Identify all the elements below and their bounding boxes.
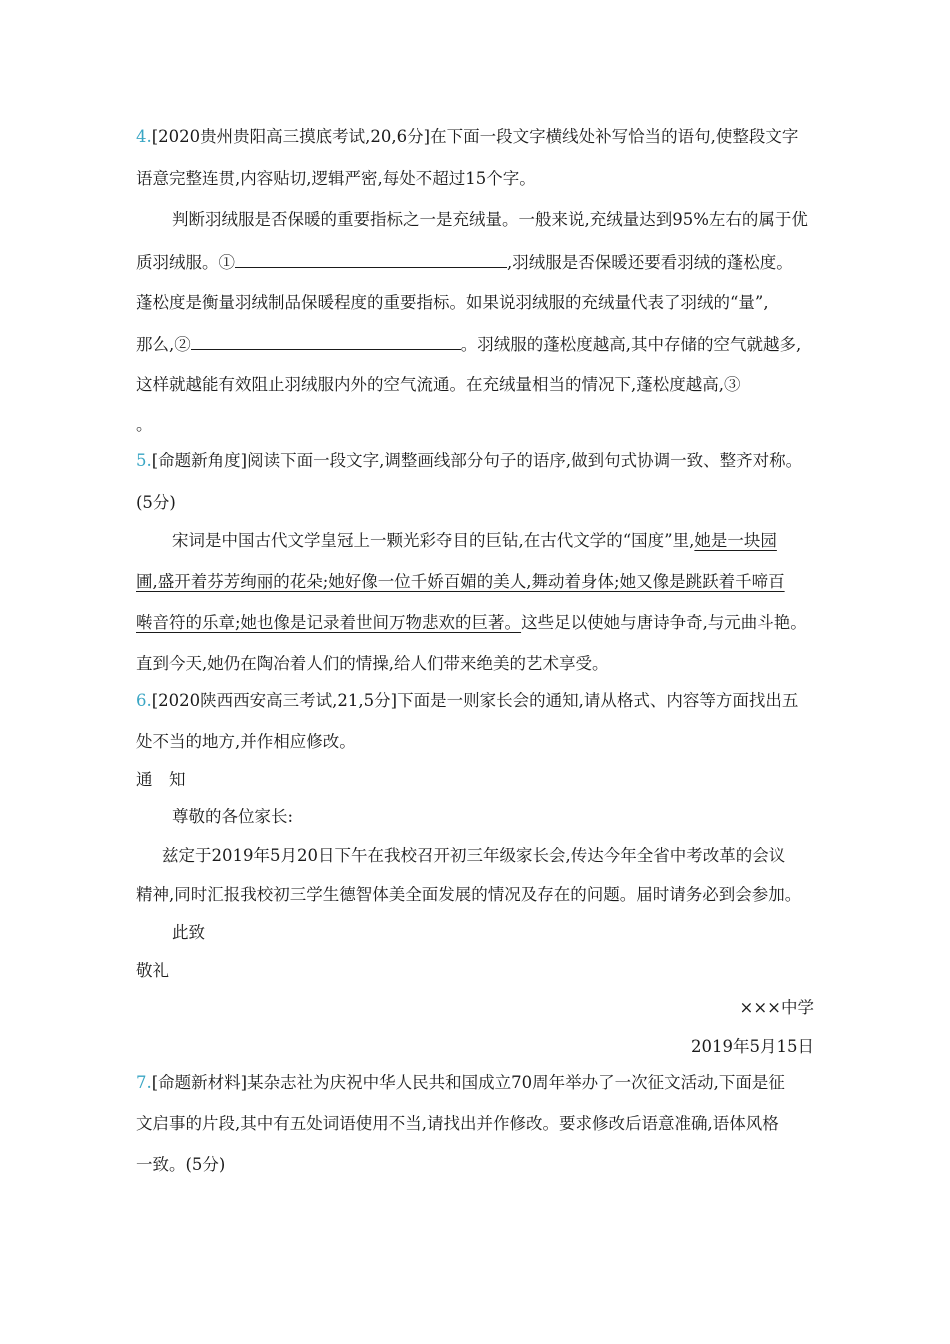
notice-closing-2: 敬礼 xyxy=(136,961,169,980)
q6-prompt-line-2: 处不当的地方,并作相应修改。 xyxy=(136,732,356,751)
q5-passage-line-2-underlined: 圃,盛开着芬芳绚丽的花朵;她好像一位千娇百媚的美人,舞动着身体;她又像是跳跃着千啼百 xyxy=(136,572,785,591)
q5-prompt-line-1: 5.[命题新角度]阅读下面一段文字,调整画线部分句子的语序,做到句式协调一致、整齐对称。 xyxy=(136,451,803,470)
q7-number: 7. xyxy=(136,1073,152,1092)
q4-passage-line-3: 蓬松度是衡量羽绒制品保暖程度的重要指标。如果说羽绒服的充绒量代表了羽绒的“量”, xyxy=(136,293,769,312)
q7-prompt-line-1: 7.[命题新材料]某杂志社为庆祝中华人民共和国成立70周年举办了一次征文活动,下面是征 xyxy=(136,1073,785,1092)
notice-greeting: 尊敬的各位家长: xyxy=(172,807,294,826)
q4-prompt-line-2: 语意完整连贯,内容贴切,逻辑严密,每处不超过15个字。 xyxy=(136,169,536,188)
notice-closing-1: 此致 xyxy=(172,923,205,942)
q5-passage-line-1: 宋词是中国古代文学皇冠上一颗光彩夺目的巨钻,在古代文学的“国度”里,她是一块园 xyxy=(172,531,777,550)
q6-prompt-line-1: 6.[2020陕西西安高三考试,21,5分]下面是一则家长会的通知,请从格式、内容等方面找出五 xyxy=(136,691,799,710)
q5-passage-line-3: 啭音符的乐章;她也像是记录着世间万物悲欢的巨著。这些足以使她与唐诗争奇,与元曲斗艳。 xyxy=(136,613,807,632)
q5-number: 5. xyxy=(136,451,152,470)
q4-passage-line-1: 判断羽绒服是否保暖的重要指标之一是充绒量。一般来说,充绒量达到95%左右的属于优 xyxy=(172,210,808,229)
q4-passage-line-6: 。 xyxy=(136,415,153,434)
blank-2[interactable] xyxy=(191,335,461,350)
q5-passage-line-4: 直到今天,她仍在陶冶着人们的情操,给人们带来绝美的艺术享受。 xyxy=(136,654,609,673)
notice-title: 通 知 xyxy=(136,770,186,789)
q5-prompt-line-2: (5分) xyxy=(136,493,176,512)
q6-number: 6. xyxy=(136,691,152,710)
q7-prompt-line-3: 一致。(5分) xyxy=(136,1155,226,1174)
q4-passage-line-5: 这样就越能有效阻止羽绒服内外的空气流通。在充绒量相当的情况下,蓬松度越高,③ xyxy=(136,375,741,394)
notice-body-line-2: 精神,同时汇报我校初三学生德智体美全面发展的情况及存在的问题。届时请务必到会参加。 xyxy=(136,885,802,904)
underlined-text: 她是一块园 xyxy=(694,531,777,550)
underlined-text: 啭音符的乐章;她也像是记录着世间万物悲欢的巨著。 xyxy=(136,613,522,632)
q4-prompt-line-1: 4.[2020贵州贵阳高三摸底考试,20,6分]在下面一段文字横线处补写恰当的语句,使整段文字 xyxy=(136,127,799,146)
q4-passage-line-4: 那么,② 。羽绒服的蓬松度越高,其中存储的空气就越多, xyxy=(136,335,802,354)
blank-1[interactable] xyxy=(235,253,507,268)
q7-prompt-line-2: 文启事的片段,其中有五处词语使用不当,请找出并作修改。要求修改后语意准确,语体风格 xyxy=(136,1114,779,1133)
notice-date: 2019年5月15日 xyxy=(691,1037,814,1056)
notice-body-line-1: 兹定于2019年5月20日下午在我校召开初三年级家长会,传达今年全省中考改革的会议 xyxy=(162,846,786,865)
q4-number: 4. xyxy=(136,127,152,146)
notice-signature: ×××中学 xyxy=(739,998,814,1017)
q4-passage-line-2: 质羽绒服。① ,羽绒服是否保暖还要看羽绒的蓬松度。 xyxy=(136,253,793,272)
